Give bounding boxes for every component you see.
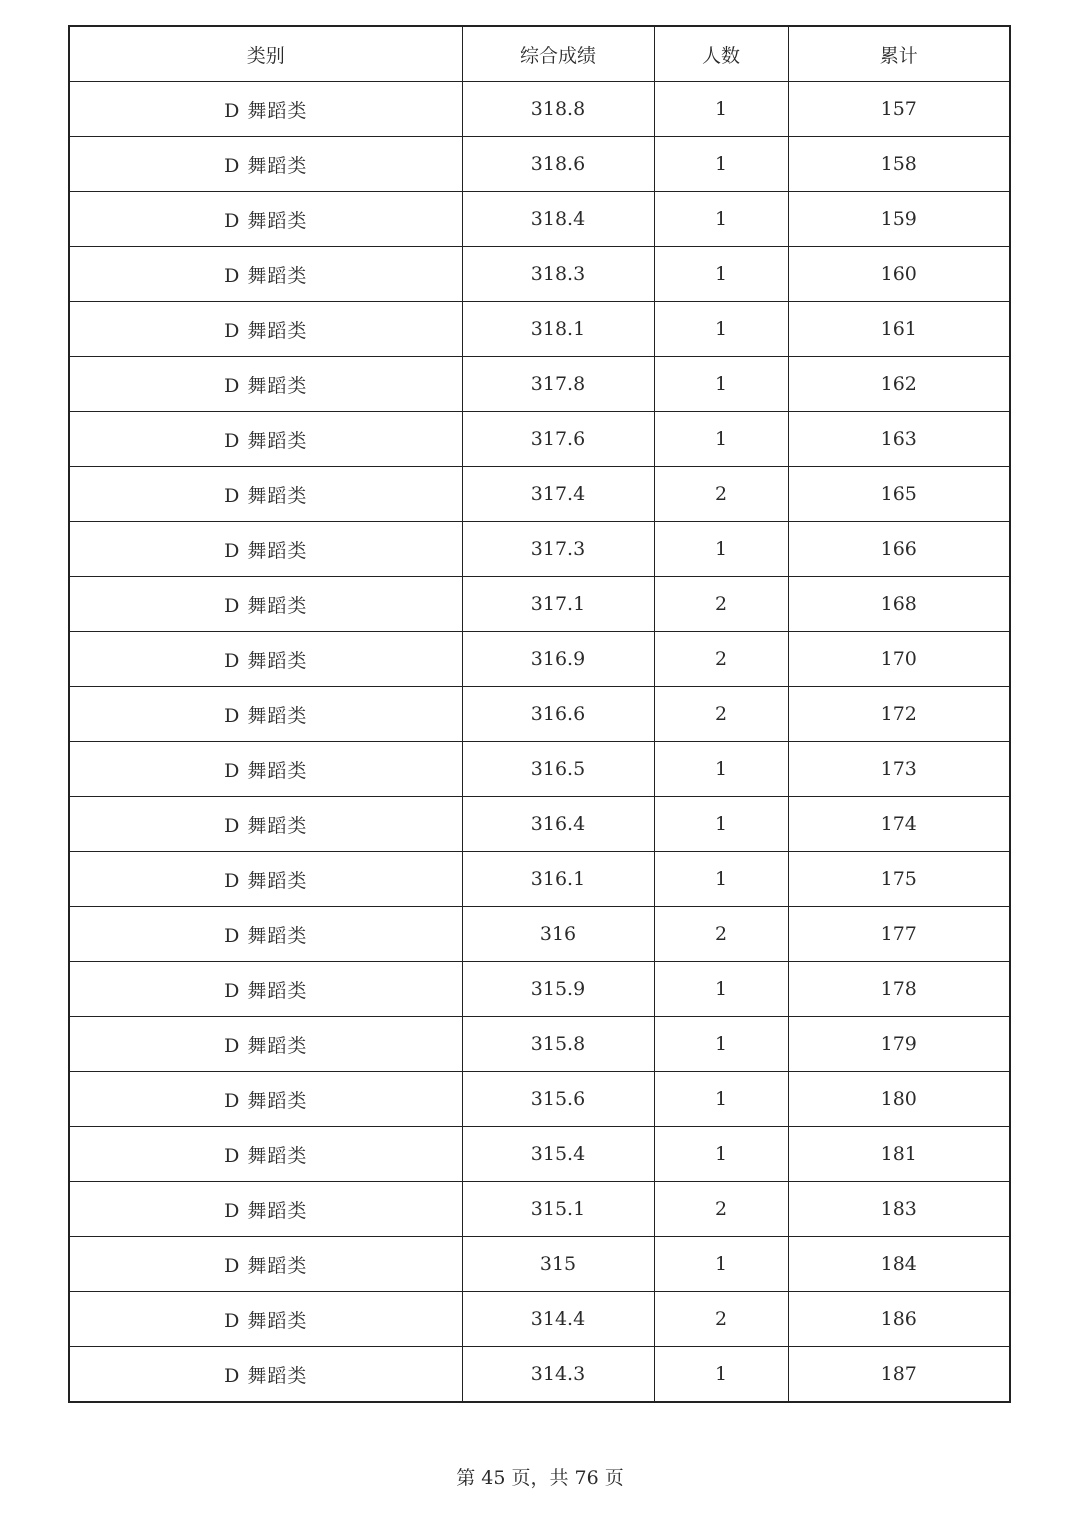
table-row (69, 962, 1010, 1017)
score-cell: 318.4 (462, 192, 654, 247)
count-cell: 1 (654, 1127, 788, 1182)
count-cell: 2 (654, 632, 788, 687)
cumulative-cell: 184 (788, 1237, 1010, 1292)
category-cell: D 舞蹈类 (69, 907, 462, 962)
cumulative-cell: 179 (788, 1017, 1010, 1072)
count-cell: 2 (654, 1182, 788, 1237)
table-row (69, 467, 1010, 522)
page-footer: 第 45 页，共 76 页 (456, 1467, 624, 1489)
cumulative-cell: 172 (788, 687, 1010, 742)
table-row (69, 577, 1010, 632)
count-cell: 1 (654, 412, 788, 467)
score-cell: 315 (462, 1237, 654, 1292)
score-cell: 314.3 (462, 1347, 654, 1403)
table-row (69, 1017, 1010, 1072)
cumulative-cell: 157 (788, 82, 1010, 137)
count-cell: 2 (654, 467, 788, 522)
category-cell: D 舞蹈类 (69, 1292, 462, 1347)
category-cell: D 舞蹈类 (69, 742, 462, 797)
table-row (69, 1182, 1010, 1237)
count-cell: 1 (654, 742, 788, 797)
header-cumulative: 累计 (788, 26, 1010, 82)
table-row (69, 797, 1010, 852)
table-row (69, 1127, 1010, 1182)
cumulative-cell: 170 (788, 632, 1010, 687)
count-cell: 1 (654, 1072, 788, 1127)
score-cell: 315.6 (462, 1072, 654, 1127)
count-cell: 1 (654, 797, 788, 852)
score-cell: 316.5 (462, 742, 654, 797)
count-cell: 1 (654, 247, 788, 302)
header-category: 类别 (69, 26, 462, 82)
category-cell: D 舞蹈类 (69, 522, 462, 577)
category-cell: D 舞蹈类 (69, 357, 462, 412)
score-cell: 315.1 (462, 1182, 654, 1237)
table-row (69, 1237, 1010, 1292)
score-cell: 314.4 (462, 1292, 654, 1347)
cumulative-cell: 174 (788, 797, 1010, 852)
score-table (68, 25, 1011, 1403)
table-row (69, 632, 1010, 687)
category-cell: D 舞蹈类 (69, 852, 462, 907)
table-row (69, 192, 1010, 247)
cumulative-cell: 165 (788, 467, 1010, 522)
category-cell: D 舞蹈类 (69, 1237, 462, 1292)
category-cell: D 舞蹈类 (69, 962, 462, 1017)
category-cell: D 舞蹈类 (69, 797, 462, 852)
cumulative-cell: 161 (788, 302, 1010, 357)
table-row (69, 907, 1010, 962)
count-cell: 1 (654, 1237, 788, 1292)
score-cell: 318.1 (462, 302, 654, 357)
table-row (69, 82, 1010, 137)
count-cell: 1 (654, 1347, 788, 1403)
table-row (69, 522, 1010, 577)
score-cell: 316.4 (462, 797, 654, 852)
cumulative-cell: 181 (788, 1127, 1010, 1182)
score-cell: 317.1 (462, 577, 654, 632)
cumulative-cell: 178 (788, 962, 1010, 1017)
category-cell: D 舞蹈类 (69, 412, 462, 467)
category-cell: D 舞蹈类 (69, 82, 462, 137)
category-cell: D 舞蹈类 (69, 687, 462, 742)
count-cell: 1 (654, 82, 788, 137)
cumulative-cell: 163 (788, 412, 1010, 467)
category-cell: D 舞蹈类 (69, 192, 462, 247)
score-cell: 315.9 (462, 962, 654, 1017)
score-cell: 317.8 (462, 357, 654, 412)
table-row (69, 742, 1010, 797)
cumulative-cell: 173 (788, 742, 1010, 797)
table-row (69, 852, 1010, 907)
cumulative-cell: 168 (788, 577, 1010, 632)
score-cell: 318.8 (462, 82, 654, 137)
score-cell: 317.4 (462, 467, 654, 522)
score-cell: 316.1 (462, 852, 654, 907)
cumulative-cell: 186 (788, 1292, 1010, 1347)
category-cell: D 舞蹈类 (69, 1127, 462, 1182)
score-cell: 317.3 (462, 522, 654, 577)
count-cell: 1 (654, 302, 788, 357)
cumulative-cell: 162 (788, 357, 1010, 412)
score-cell: 316.6 (462, 687, 654, 742)
count-cell: 2 (654, 577, 788, 632)
table-row (69, 1292, 1010, 1347)
table-row (69, 1347, 1010, 1403)
cumulative-cell: 159 (788, 192, 1010, 247)
category-cell: D 舞蹈类 (69, 577, 462, 632)
score-cell: 315.8 (462, 1017, 654, 1072)
count-cell: 1 (654, 357, 788, 412)
score-cell: 317.6 (462, 412, 654, 467)
count-cell: 2 (654, 1292, 788, 1347)
header-score: 综合成绩 (462, 26, 654, 82)
cumulative-cell: 183 (788, 1182, 1010, 1237)
category-cell: D 舞蹈类 (69, 1072, 462, 1127)
category-cell: D 舞蹈类 (69, 302, 462, 357)
table-row (69, 1072, 1010, 1127)
cumulative-cell: 160 (788, 247, 1010, 302)
cumulative-cell: 158 (788, 137, 1010, 192)
cumulative-cell: 187 (788, 1347, 1010, 1403)
score-cell: 315.4 (462, 1127, 654, 1182)
cumulative-cell: 175 (788, 852, 1010, 907)
category-cell: D 舞蹈类 (69, 1017, 462, 1072)
score-cell: 318.6 (462, 137, 654, 192)
cumulative-cell: 177 (788, 907, 1010, 962)
count-cell: 1 (654, 1017, 788, 1072)
category-cell: D 舞蹈类 (69, 467, 462, 522)
count-cell: 1 (654, 962, 788, 1017)
category-cell: D 舞蹈类 (69, 137, 462, 192)
header-row (69, 26, 1010, 82)
count-cell: 2 (654, 687, 788, 742)
category-cell: D 舞蹈类 (69, 247, 462, 302)
table-row (69, 137, 1010, 192)
table-row (69, 357, 1010, 412)
header-count: 人数 (654, 26, 788, 82)
score-cell: 316.9 (462, 632, 654, 687)
category-cell: D 舞蹈类 (69, 632, 462, 687)
table-row (69, 687, 1010, 742)
category-cell: D 舞蹈类 (69, 1347, 462, 1403)
count-cell: 1 (654, 192, 788, 247)
count-cell: 2 (654, 907, 788, 962)
score-cell: 316 (462, 907, 654, 962)
table-body (69, 82, 1010, 1403)
table-row (69, 247, 1010, 302)
count-cell: 1 (654, 137, 788, 192)
table-row (69, 412, 1010, 467)
count-cell: 1 (654, 522, 788, 577)
table-row (69, 302, 1010, 357)
table-header (69, 26, 1010, 82)
cumulative-cell: 166 (788, 522, 1010, 577)
score-cell: 318.3 (462, 247, 654, 302)
count-cell: 1 (654, 852, 788, 907)
cumulative-cell: 180 (788, 1072, 1010, 1127)
category-cell: D 舞蹈类 (69, 1182, 462, 1237)
